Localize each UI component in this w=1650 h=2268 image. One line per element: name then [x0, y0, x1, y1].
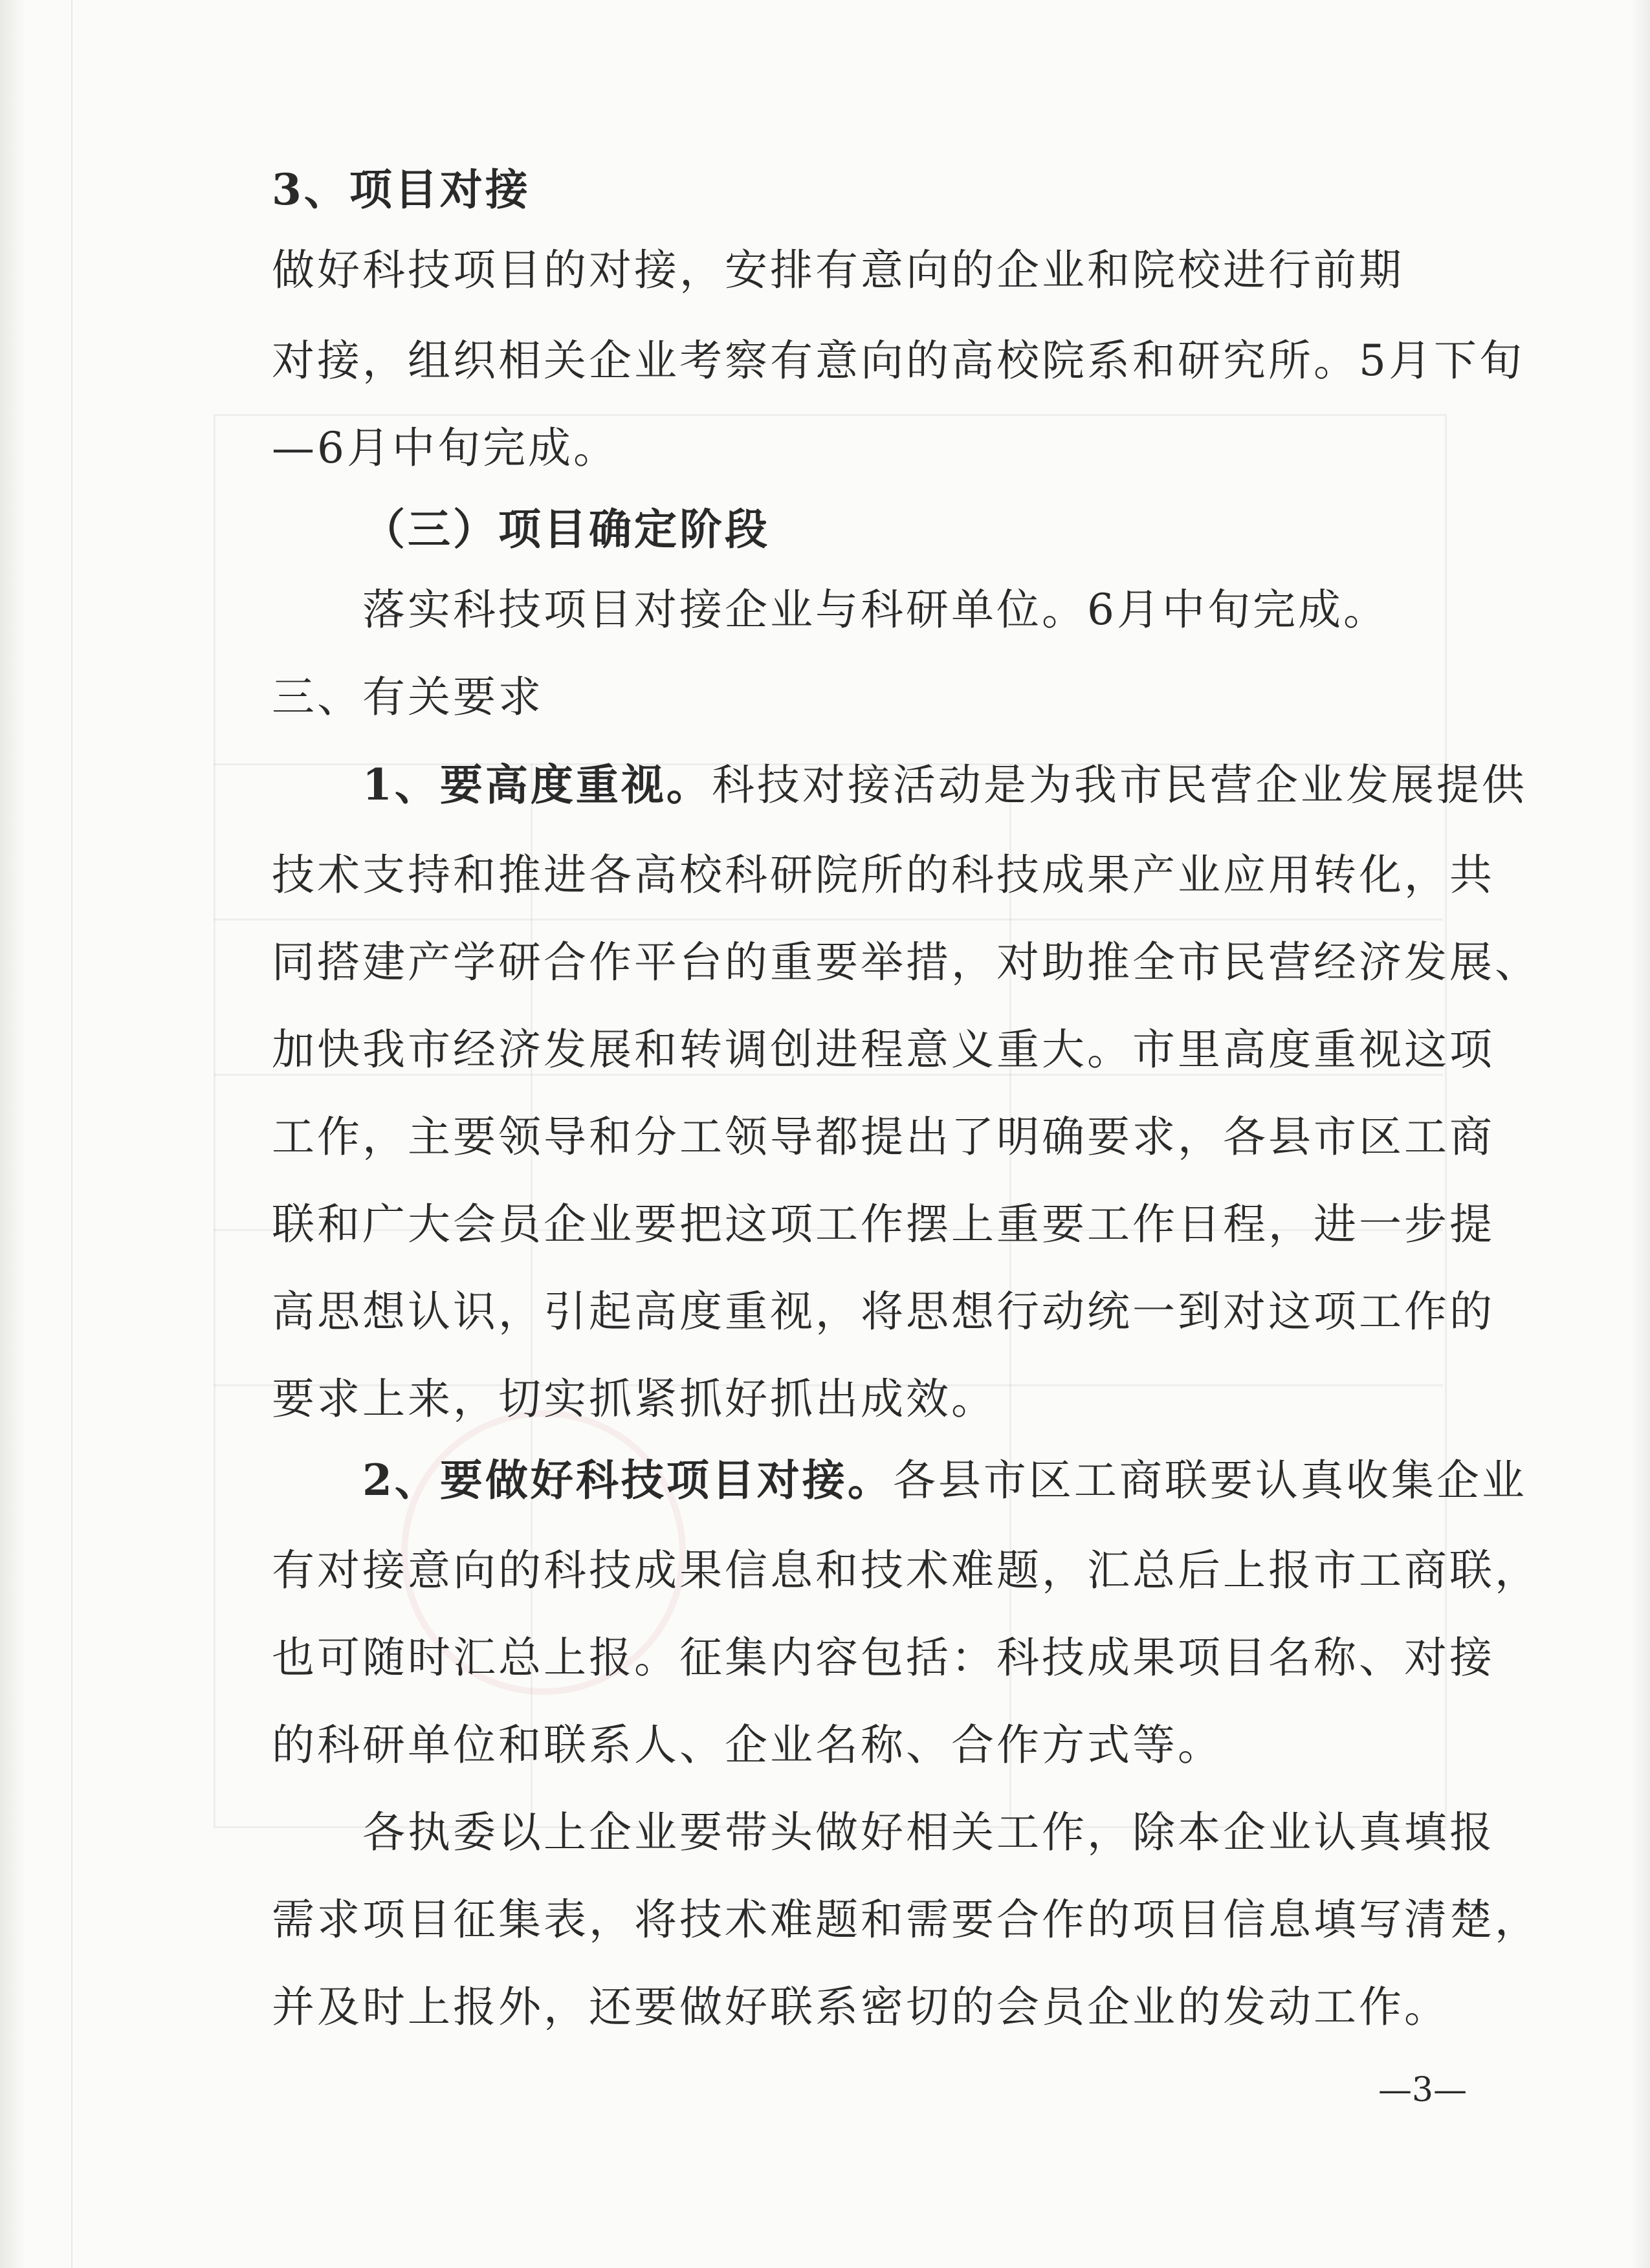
body-text: 技术支持和推进各高校科研院所的科技成果产业应用转化，共: [272, 850, 1495, 900]
paragraph-line: [272, 850, 1495, 900]
paragraph-line: [362, 1455, 1566, 1505]
paragraph-line: [272, 423, 1475, 473]
section-heading-requirements: [272, 672, 1475, 722]
paragraph-line: [272, 1895, 1540, 1945]
bold-lead-text: 1、要高度重视。: [362, 759, 712, 810]
body-text: 科技对接活动是为我市民营企业发展提供: [711, 760, 1527, 810]
body-text: —6月中旬完成。: [272, 423, 619, 473]
body-text: 需求项目征集表，将技术难题和需要合作的项目信息填写清楚，: [272, 1895, 1540, 1945]
paragraph-line: [272, 1545, 1540, 1595]
scan-edge-right: [1631, 0, 1650, 2268]
body-text: 高思想认识，引起高度重视，将思想行动统一到对这项工作的: [272, 1287, 1495, 1336]
body-text: 也可随时汇总上报。征集内容包括：科技成果项目名称、对接: [272, 1633, 1495, 1683]
paragraph-line: [272, 937, 1540, 987]
body-text: 要求上来，切实抓紧抓好抓出成效。: [272, 1374, 996, 1424]
paragraph-line: [362, 759, 1566, 810]
bold-lead-text: 3、项目对接: [272, 164, 531, 215]
body-text: 并及时上报外，还要做好联系密切的会员企业的发动工作。: [272, 1982, 1449, 2032]
paragraph-line: [272, 336, 1524, 386]
paragraph-line: [362, 1807, 1566, 1857]
body-text: 同搭建产学研合作平台的重要举措，对助推全市民营经济发展、: [272, 937, 1540, 987]
body-text: 落实科技项目对接企业与科研单位。6月中旬完成。: [362, 585, 1389, 635]
paragraph-line: [272, 1287, 1495, 1336]
paragraph-line: [362, 585, 1566, 635]
show-through-line: [214, 919, 1443, 921]
body-text: 加快我市经济发展和转调创进程意义重大。市里高度重视这项: [272, 1025, 1495, 1074]
paragraph-line: [272, 1199, 1495, 1249]
body-text: 各执委以上企业要带头做好相关工作，除本企业认真填报: [362, 1807, 1495, 1857]
paragraph-line: [272, 1025, 1495, 1074]
body-text: 有对接意向的科技成果信息和技术难题，汇总后上报市工商联，: [272, 1545, 1540, 1595]
section-heading-project-docking: [272, 164, 1475, 215]
scan-fold-line: [71, 0, 72, 2268]
bold-lead-text: （三）项目确定阶段: [362, 504, 770, 554]
paragraph-line: [272, 1982, 1475, 2032]
body-text: 工作，主要领导和分工领导都提出了明确要求，各县市区工商: [272, 1112, 1495, 1162]
paragraph-line: [272, 1633, 1495, 1683]
body-text: 三、有关要求: [272, 672, 544, 722]
bold-lead-text: 2、要做好科技项目对接。: [362, 1455, 893, 1505]
section-heading-project-confirmation: [362, 504, 1566, 554]
page-number: —3—: [1378, 2071, 1468, 2110]
body-text: 做好科技项目的对接，安排有意向的企业和院校进行前期: [272, 245, 1404, 295]
paragraph-line: [272, 1720, 1475, 1770]
paragraph-line: [272, 1374, 1475, 1424]
scan-edge-left: [0, 0, 26, 2268]
paragraph-line: [272, 245, 1475, 295]
body-text: 各县市区工商联要认真收集企业: [892, 1456, 1527, 1505]
body-text: 的科研单位和联系人、企业名称、合作方式等。: [272, 1720, 1223, 1770]
body-text: 对接，组织相关企业考察有意向的高校院系和研究所。5月下旬: [272, 336, 1524, 386]
body-text: 联和广大会员企业要把这项工作摆上重要工作日程，进一步提: [272, 1199, 1495, 1249]
paragraph-line: [272, 1112, 1495, 1162]
